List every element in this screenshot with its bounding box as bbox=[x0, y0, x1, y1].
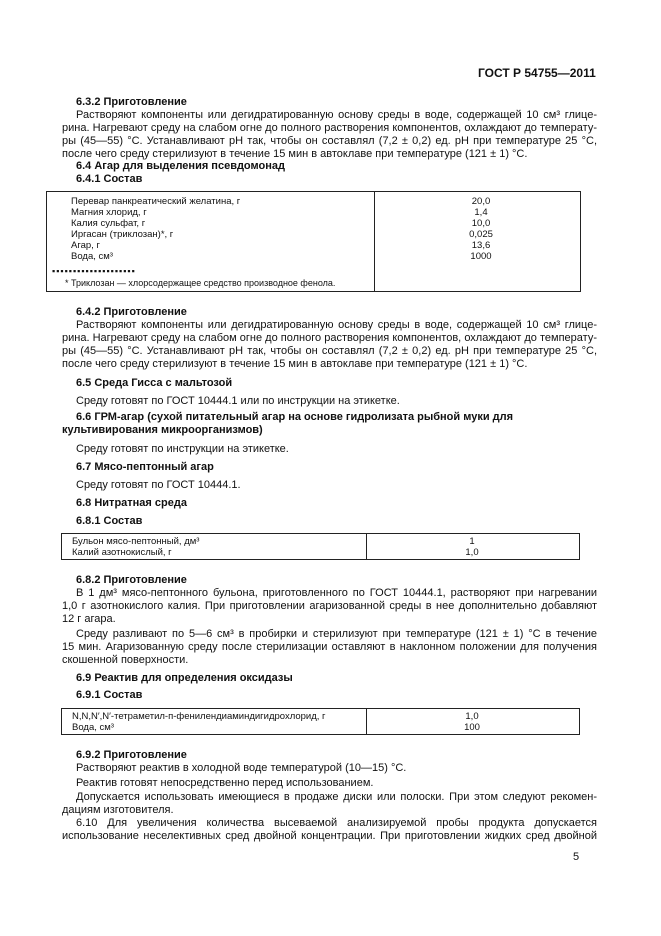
section-6-9-title: 6.9 Реактив для определения оксидазы bbox=[76, 672, 293, 684]
table-row-name: Вода, см³ bbox=[72, 722, 114, 733]
table-divider bbox=[366, 709, 367, 734]
composition-table-6-4-1 bbox=[46, 191, 581, 292]
table-row-name: Бульон мясо-пептонный, дм³ bbox=[72, 536, 200, 547]
table-row-value: 1,0 bbox=[465, 547, 479, 558]
paragraph-line: рина. Нагревают среду на слабом огне до полного растворения компонентов, охлаждают до температу- bbox=[62, 332, 597, 344]
table-row-name: Вода, см³ bbox=[71, 251, 113, 262]
composition-table-6-9-1 bbox=[61, 708, 580, 735]
paragraph-line: Растворяют реактив в холодной воде температурой (10—15) °C. bbox=[76, 762, 407, 774]
section-6-4-2-title: 6.4.2 Приготовление bbox=[76, 306, 187, 318]
section-6-5-title: 6.5 Среда Гисса с мальтозой bbox=[76, 377, 233, 389]
paragraph-line: Среду готовят по ГОСТ 10444.1. bbox=[76, 479, 241, 491]
document-standard-header: ГОСТ Р 54755—2011 bbox=[478, 66, 596, 80]
table-row-value: 13,6 bbox=[471, 240, 491, 251]
section-6-4-title: 6.4 Агар для выделения псевдомонад bbox=[76, 160, 285, 172]
table-row-name: Калия сульфат, г bbox=[71, 218, 146, 229]
paragraph-line: Среду готовят по ГОСТ 10444.1 или по инструкции на этикетке. bbox=[76, 395, 400, 407]
table-row-value: 1 bbox=[469, 536, 475, 547]
table-row-name: Агар, г bbox=[71, 240, 100, 251]
table-row-value: 1,4 bbox=[474, 207, 488, 218]
table-row-name: Магния хлорид, г bbox=[71, 207, 147, 218]
table-row-name: Иргасан (триклозан)*, г bbox=[71, 229, 174, 240]
table-divider bbox=[374, 192, 375, 291]
paragraph-line: Реактив готовят непосредственно перед использованием. bbox=[76, 777, 374, 789]
table-row-name: Перевар панкреатический желатина, г bbox=[71, 196, 241, 207]
paragraph-line: 6.10 Для увеличения количества высеваемой анализируемой пробы продукта допускается bbox=[76, 817, 597, 829]
section-6-8-title: 6.8 Нитратная среда bbox=[76, 497, 187, 509]
composition-table-6-8-1 bbox=[61, 533, 580, 560]
paragraph-line: 12 г агара. bbox=[62, 613, 116, 625]
section-6-3-2-title: 6.3.2 Приготовление bbox=[76, 96, 187, 108]
paragraph-line: после чего среду стерилизуют в течение 15 мин в автоклаве при температуре (121 ± 1) °C. bbox=[62, 148, 528, 160]
paragraph-line: Растворяют компоненты или дегидратированную основу среды в воде, содержащей 10 см³ глице- bbox=[76, 319, 597, 331]
paragraph-line: использование неселективных сред двойной концентрации. При приготовлении жидких сред двойной bbox=[62, 830, 597, 842]
dotted-separator: ▪▪▪▪▪▪▪▪▪▪▪▪▪▪▪▪▪▪▪▪ bbox=[52, 266, 136, 276]
paragraph-line: ры (45—55) °C. Устанавливают pH так, чтобы он составлял (7,2 ± 0,2) ед. pH при температуре 25 °C, bbox=[62, 345, 597, 357]
table-row-value: 1000 bbox=[470, 251, 492, 262]
paragraph-line: дациям изготовителя. bbox=[62, 804, 174, 816]
section-6-6-title-cont: культивирования микроорганизмов) bbox=[62, 424, 263, 436]
paragraph-line: скошенной поверхности. bbox=[62, 654, 189, 666]
paragraph-line: В 1 дм³ мясо-пептонного бульона, приготовленного по ГОСТ 10444.1, растворяют при нагревании bbox=[76, 587, 597, 599]
table-row-value: 10,0 bbox=[471, 218, 491, 229]
table-row-name: Калий азотнокислый, г bbox=[72, 547, 172, 558]
paragraph-line: Среду готовят по инструкции на этикетке. bbox=[76, 443, 289, 455]
section-6-6-title: 6.6 ГРМ-агар (сухой питательный агар на основе гидролизата рыбной муки для bbox=[76, 411, 514, 423]
section-6-8-2-title: 6.8.2 Приготовление bbox=[76, 574, 187, 586]
table-row-value: 20,0 bbox=[471, 196, 491, 207]
section-6-7-title: 6.7 Мясо-пептонный агар bbox=[76, 461, 214, 473]
table-row-value: 1,0 bbox=[465, 711, 479, 722]
paragraph-line: Растворяют компоненты или дегидратированную основу среды в воде, содержащей 10 см³ глице- bbox=[76, 109, 597, 121]
section-6-4-1-title: 6.4.1 Состав bbox=[76, 173, 143, 185]
table-divider bbox=[366, 534, 367, 559]
table-footnote: * Триклозан — хлорсодержащее средство производное фенола. bbox=[65, 278, 336, 288]
paragraph-line: Допускается использовать имеющиеся в продаже диски или полоски. При этом следуют рекомен- bbox=[76, 791, 597, 803]
paragraph-line: рина. Нагревают среду на слабом огне до полного растворения компонентов, охлаждают до температу- bbox=[62, 122, 597, 134]
section-6-9-2-title: 6.9.2 Приготовление bbox=[76, 749, 187, 761]
paragraph-line: после чего среду стерилизуют в течение 15 мин в автоклаве при температуре (121 ± 1) °C. bbox=[62, 358, 528, 370]
paragraph-line: Среду разливают по 5—6 см³ в пробирки и стерилизуют при температуре (121 ± 1) °C в течение bbox=[76, 628, 597, 640]
table-row-value: 0,025 bbox=[469, 229, 493, 240]
section-6-9-1-title: 6.9.1 Состав bbox=[76, 689, 143, 701]
paragraph-line: 1,0 г азотнокислого калия. При приготовлении агаризованной среды в нее дополнительно добавляют bbox=[62, 600, 597, 612]
section-6-8-1-title: 6.8.1 Состав bbox=[76, 515, 143, 527]
page-number: 5 bbox=[573, 851, 580, 863]
table-row-name: N,N,N′,N′-тетраметил-п-фенилендиаминдигидрохлорид, г bbox=[72, 711, 326, 722]
table-row-value: 100 bbox=[464, 722, 480, 733]
paragraph-line: 15 мин. Агаризованную среду после стерилизации оставляют в наклонном положении для получения bbox=[62, 641, 597, 653]
paragraph-line: ры (45—55) °C. Устанавливают pH так, чтобы он составлял (7,2 ± 0,2) ед. pH при температуре 25 °C, bbox=[62, 135, 597, 147]
